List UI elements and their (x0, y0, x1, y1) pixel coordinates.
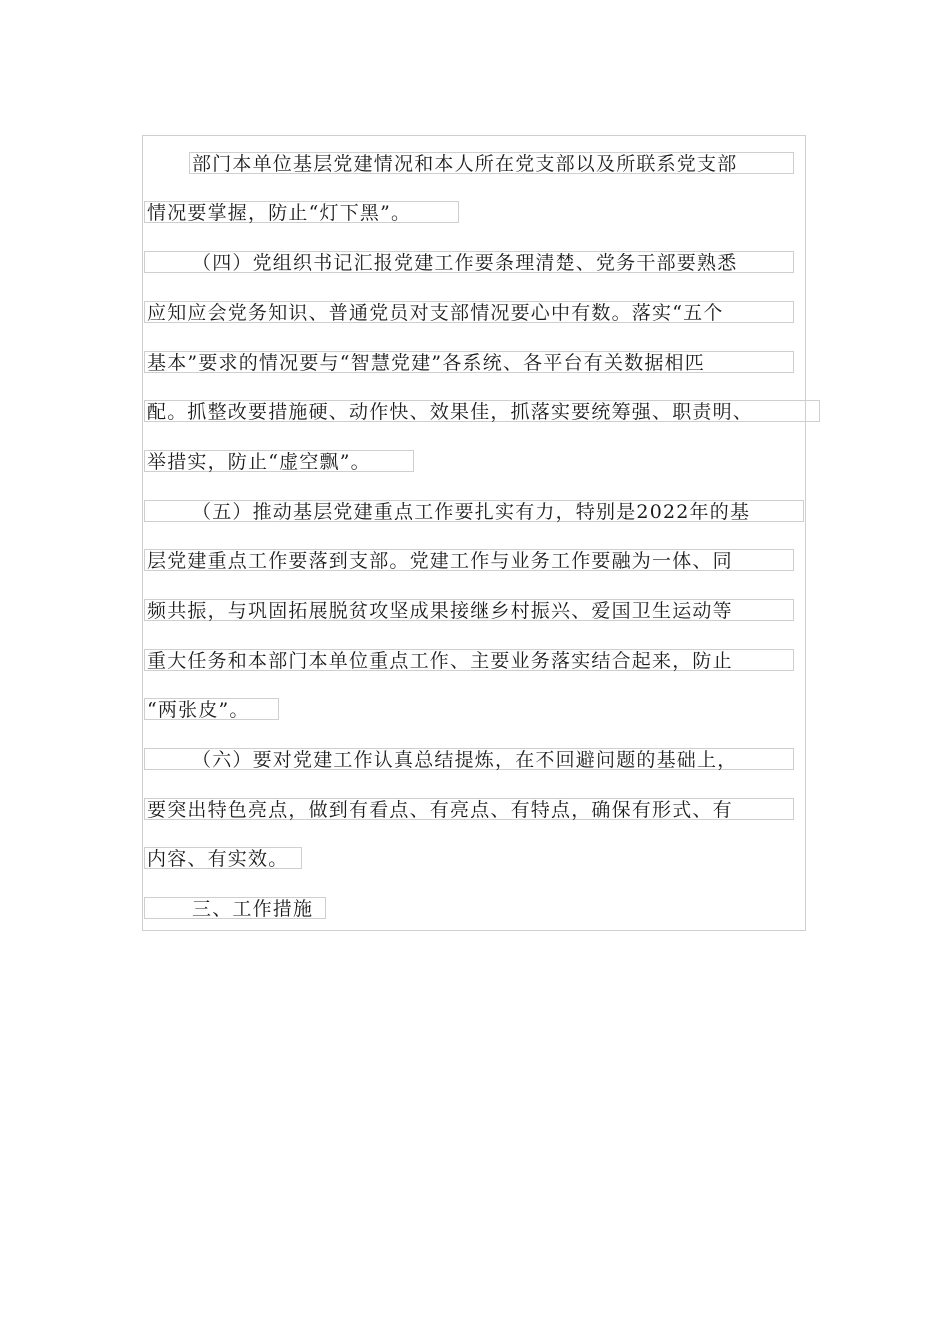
text-line-11: 重大任务和本部门本单位重点工作、主要业务落实结合起来，防止 (144, 649, 794, 671)
text-line-13: （六）要对党建工作认真总结提炼，在不回避问题的基础上， (144, 748, 794, 770)
text-line-15: 内容、有实效。 (144, 847, 302, 869)
text-line-7: 举措实，防止“虚空飘”。 (144, 450, 414, 472)
text-line-10: 频共振，与巩固拓展脱贫攻坚成果接继乡村振兴、爱国卫生运动等 (144, 599, 794, 621)
text-line-3: （四）党组织书记汇报党建工作要条理清楚、党务干部要熟悉 (144, 251, 794, 273)
text-line-12: “两张皮”。 (144, 698, 279, 720)
text-line-4: 应知应会党务知识、普通党员对支部情况要心中有数。落实“五个 (144, 301, 794, 323)
text-line-2: 情况要掌握，防止“灯下黑”。 (144, 201, 459, 223)
text-line-1: 部门本单位基层党建情况和本人所在党支部以及所联系党支部 (189, 152, 794, 174)
section-heading-measures: 三、工作措施 (144, 897, 326, 919)
text-line-8: （五）推动基层党建重点工作要扎实有力，特别是2022年的基 (144, 500, 804, 522)
text-line-6: 配。抓整改要措施硬、动作快、效果佳，抓落实要统筹强、职责明、 (144, 400, 820, 422)
text-line-14: 要突出特色亮点，做到有看点、有亮点、有特点，确保有形式、有 (144, 798, 794, 820)
text-line-9: 层党建重点工作要落到支部。党建工作与业务工作要融为一体、同 (144, 549, 794, 571)
text-line-5: 基本”要求的情况要与“智慧党建”各系统、各平台有关数据相匹 (144, 351, 794, 373)
